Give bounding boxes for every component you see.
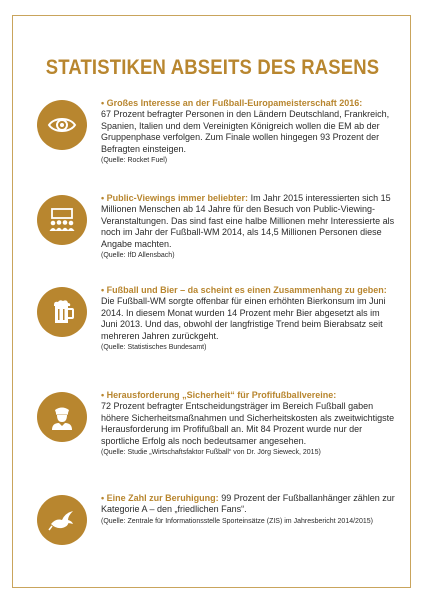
section-text: [101, 98, 397, 167]
section-heading: Herausforderung „Sicherheit“ für Profifußballvereine:: [106, 390, 337, 400]
section-source: (Quelle: Rocket Fuel): [101, 157, 168, 165]
section-source: (Quelle: IfD Allensbach): [101, 252, 175, 260]
beer-mug-icon: [37, 287, 87, 337]
stat-section-security: [37, 390, 397, 459]
section-text: [101, 390, 397, 459]
bullet: •: [101, 285, 105, 295]
bullet: •: [101, 493, 105, 503]
section-heading: Großes Interesse an der Fußball-Europameisterschaft 2016:: [106, 98, 363, 108]
section-source: (Quelle: Zentrale für Informationsstelle Sporteinsätze (ZIS) im Jahresbericht 2014/2015): [101, 517, 373, 525]
section-text: [101, 193, 397, 262]
section-text: [101, 285, 397, 354]
bullet: •: [101, 390, 105, 400]
police-officer-icon: [37, 392, 87, 442]
section-heading: Fußball und Bier – da scheint es einen Zusammenhang zu geben:: [106, 285, 387, 295]
section-body: Die Fußball-WM sorgte offenbar für einen erhöhten Bierkonsum im Juni 2014. In diesem Monat wurden 14 Prozent mehr Bier abgesetzt als im Juni 2013. Und das, obwohl der langfristige Trend beim Bierabsatz seit mehreren Jahren zurückgeht.: [101, 296, 386, 341]
section-heading: Eine Zahl zur Beruhigung:: [106, 493, 219, 503]
section-body: 67 Prozent befragter Personen in den Ländern Deutschland, Frankreich, Spanien, Italien und dem Vereinigten Königreich wollen die EM ab der Gruppenphase verfolgen. Zum Finale wollen hingegen 93 Prozent der Befragten einsteigen.: [101, 109, 390, 154]
section-source: (Quelle: Statistisches Bundesamt): [101, 344, 207, 352]
section-source: (Quelle: Studie „Wirtschaftsfaktor Fußball“ von Dr. Jörg Sieweck, 2015): [101, 449, 321, 457]
section-body: Im Jahr 2015 interessierten sich 15 Millionen Menschen ab 14 Jahre für den Besuch von Public-Viewing-Veranstaltungen. Das sind fast eine halbe Millionen mehr Interessierte als noch im Jahr der Fußball-WM 2014, als 14,5 Millionen Personen diese Angabe machten.: [101, 193, 395, 249]
stat-section-fans: [37, 493, 397, 545]
bullet: •: [101, 98, 105, 108]
stat-section-beer: [37, 285, 397, 354]
stat-section-em-interest: [37, 98, 397, 167]
eye-icon: [37, 100, 87, 150]
section-heading: Public-Viewings immer beliebter:: [106, 193, 249, 203]
section-body: 99 Prozent der Fußballanhänger zählen zur Kategorie A – den „friedlichen Fans“.: [101, 493, 395, 515]
peace-dove-icon: [37, 495, 87, 545]
section-body: 72 Prozent befragter Entscheidungsträger im Bereich Fußball gaben höhere Sicherheitsmaßnahmen und Sicherheitskosten als zweitwichtigste Herausforderung im Profifußball an. Mit 84 Prozent wurde nur der sportliche Erfolg als noch bedeutsamer angesehen.: [101, 401, 395, 446]
crowd-screen-icon: [37, 195, 87, 245]
stat-section-public-viewing: [37, 193, 397, 262]
bullet: •: [101, 193, 105, 203]
section-text: [101, 493, 397, 527]
page-title: STATISTIKEN ABSEITS DES RASENS: [45, 55, 380, 79]
